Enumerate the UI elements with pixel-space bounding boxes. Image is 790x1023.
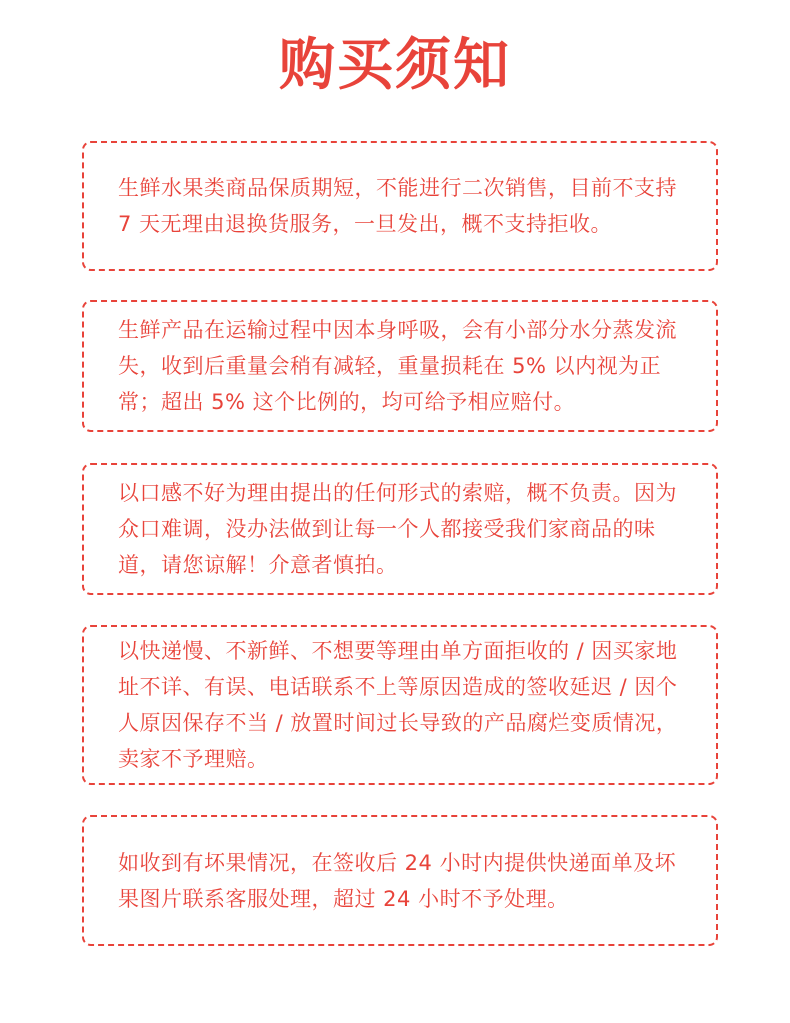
notice-box-weight-loss <box>82 300 718 432</box>
notice-text: 生鲜水果类商品保质期短，不能进行二次销售，目前不支持 7 天无理由退换货服务，一旦发出，概不支持拒收。 <box>118 176 677 236</box>
notice-text: 如收到有坏果情况，在签收后 24 小时内提供快递面单及坏果图片联系客服处理，超过 24 小时不予处理。 <box>118 850 677 911</box>
notice-text: 以口感不好为理由提出的任何形式的索赔，概不负责。因为众口难调，没办法做到让每一个人都接受我们家商品的味道，请您谅解！介意者慎拍。 <box>118 481 677 577</box>
notice-box-damaged-fruit <box>82 815 718 946</box>
notice-box-no-compensation <box>82 625 718 785</box>
notice-text: 以快递慢、不新鲜、不想要等理由单方面拒收的 / 因买家地址不详、有误、电话联系不上等原因造成的签收延迟 / 因个人原因保存不当 / 放置时间过长导致的产品腐烂变质情况，卖家不予理赔。 <box>118 639 678 771</box>
page-title: 购买须知 <box>279 32 511 98</box>
notice-box-return-policy <box>82 141 718 271</box>
notice-text: 生鲜产品在运输过程中因本身呼吸，会有小部分水分蒸发流失，收到后重量会稍有减轻，重量损耗在 5% 以内视为正常；超出 5% 这个比例的，均可给予相应赔付。 <box>118 318 677 414</box>
notice-box-taste-claims <box>82 463 718 595</box>
